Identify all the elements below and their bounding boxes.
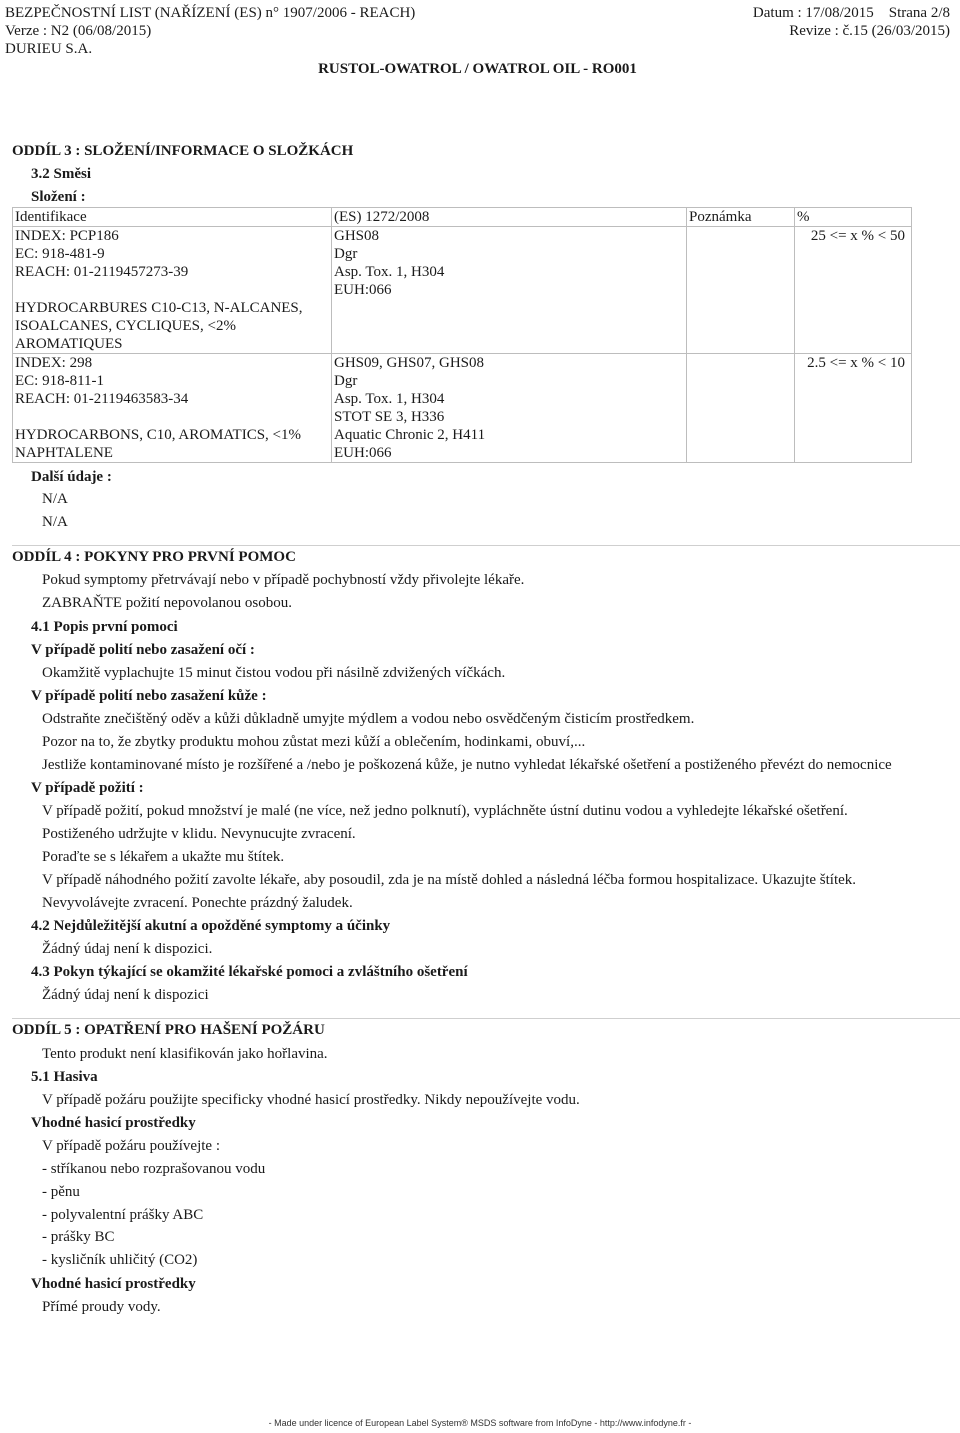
id-line: ISOALCANES, CYCLIQUES, <2% — [15, 318, 236, 334]
class-line: STOT SE 3, H336 — [334, 409, 445, 425]
suitable-media-text-2: Přímé proudy vody. — [42, 1299, 161, 1315]
class-line: Dgr — [334, 246, 358, 262]
eyes-label: V případě polití nebo zasažení očí : — [31, 642, 255, 658]
product-name: RUSTOL-OWATROL / OWATROL OIL - RO001 — [318, 61, 637, 77]
ingestion-text: V případě náhodného požití zavolte lékaře, aby posoudil, zda je na místě dohled a následná léčba formou hospitalizace. Ukazujte štítek. — [42, 872, 857, 888]
skin-text: Odstraňte znečištěný oděv a kůži důkladně umyjte mýdlem a vodou nebo osvědčeným čisticím prostředkem. — [42, 711, 695, 727]
section-5-title: ODDÍL 5 : OPATŘENÍ PRO HAŠENÍ POŽÁRU — [12, 1022, 325, 1038]
list-item: - stříkanou nebo rozprašovanou vodu — [42, 1161, 266, 1177]
id-line: AROMATIQUES — [15, 336, 123, 352]
id-spacer — [15, 281, 331, 299]
class-line: EUH:066 — [334, 282, 392, 298]
id-line: INDEX: PCP186 — [15, 228, 119, 244]
suitable-media-label-2: Vhodné hasicí prostředky — [31, 1276, 196, 1292]
section-4-intro: Pokud symptomy přetrvávají nebo v případě pochybností vždy přivolejte lékaře. — [42, 572, 525, 588]
company-name: DURIEU S.A. — [5, 41, 93, 57]
cell-identification — [13, 354, 332, 463]
subsection-5-1: 5.1 Hasiva — [31, 1069, 98, 1085]
id-line: HYDROCARBONS, C10, AROMATICS, <1% — [15, 427, 302, 443]
ingestion-text: Postiženého udržujte v klidu. Nevynucujte zvracení. — [42, 826, 356, 842]
table-header-row — [13, 208, 912, 227]
class-line: EUH:066 — [334, 445, 392, 461]
id-line: REACH: 01-2119463583-34 — [15, 391, 189, 407]
table-row — [13, 227, 912, 354]
subsection-4-3-text: Žádný údaj není k dispozici — [42, 987, 209, 1003]
composition-label: Složení : — [31, 189, 86, 205]
id-line: HYDROCARBURES C10-C13, N-ALCANES, — [15, 300, 303, 316]
other-info-value: N/A — [42, 491, 68, 507]
list-item: - polyvalentní prášky ABC — [42, 1207, 204, 1223]
cell-percent: 2.5 <= x % < 10 — [795, 354, 912, 463]
header-note: Poznámka — [687, 208, 795, 227]
cell-classification — [332, 227, 687, 354]
class-line: Asp. Tox. 1, H304 — [334, 264, 445, 280]
subsection-4-2: 4.2 Nejdůležitější akutní a opožděné symptomy a účinky — [31, 918, 391, 934]
id-line: REACH: 01-2119457273-39 — [15, 264, 189, 280]
id-line: EC: 918-481-9 — [15, 246, 105, 262]
section-5-intro: Tento produkt není klasifikován jako hořlavina. — [42, 1046, 328, 1062]
cell-percent: 25 <= x % < 50 — [795, 227, 912, 354]
ingestion-text: V případě požití, pokud množství je malé (ne více, než jedno polknutí), vypláchněte ústní dutinu vodou a vyhledejte lékařské ošetření. — [42, 803, 848, 819]
other-info-value: N/A — [42, 514, 68, 530]
cell-note — [687, 227, 795, 354]
id-line: NAPHTALENE — [15, 445, 113, 461]
subsection-4-3: 4.3 Pokyn týkající se okamžité lékařské pomoci a zvláštního ošetření — [31, 964, 468, 980]
skin-text: Pozor na to, že zbytky produktu mohou zůstat mezi kůží a oblečením, hodinkami, obuví,... — [42, 734, 586, 750]
eyes-text: Okamžitě vyplachujte 15 minut čistou vodou při násilně zdvižených víčkách. — [42, 665, 506, 681]
class-line: GHS08 — [334, 228, 380, 244]
section-3-title: ODDÍL 3 : SLOŽENÍ/INFORMACE O SLOŽKÁCH — [12, 143, 354, 159]
list-item: - prášky BC — [42, 1229, 115, 1245]
class-line: Aquatic Chronic 2, H411 — [334, 427, 486, 443]
document-date: Datum : 17/08/2015 — [752, 5, 874, 21]
other-info-label: Další údaje : — [31, 469, 112, 485]
section-4-title: ODDÍL 4 : POKYNY PRO PRVNÍ POMOC — [12, 549, 296, 565]
composition-table — [12, 207, 912, 463]
id-spacer — [15, 408, 331, 426]
cell-classification — [332, 354, 687, 463]
class-line: Dgr — [334, 373, 358, 389]
suitable-media-intro: V případě požáru používejte : — [42, 1138, 220, 1154]
list-item: - kysličník uhličitý (CO2) — [42, 1252, 198, 1268]
document-version: Verze : N2 (06/08/2015) — [5, 23, 152, 39]
document-revision: Revize : č.15 (26/03/2015) — [789, 23, 950, 39]
class-line: Asp. Tox. 1, H304 — [334, 391, 445, 407]
ingestion-label: V případě požití : — [31, 780, 144, 796]
list-item: - pěnu — [42, 1184, 80, 1200]
section-3-subtitle: 3.2 Směsi — [31, 166, 91, 182]
document-title: BEZPEČNOSTNÍ LIST (NAŘÍZENÍ (ES) n° 1907/2006 - REACH) — [5, 5, 416, 21]
ingestion-text: Nevyvolávejte zvracení. Ponechte prázdný žaludek. — [42, 895, 353, 911]
cell-identification — [13, 227, 332, 354]
page-number: Strana 2/8 — [888, 5, 950, 21]
date-page — [753, 4, 950, 22]
subsection-5-1-text: V případě požáru použijte specificky vhodné hasicí prostředky. Nikdy nepoužívejte vodu. — [42, 1092, 580, 1108]
suitable-media-label: Vhodné hasicí prostředky — [31, 1115, 196, 1131]
id-line: EC: 918-811-1 — [15, 373, 105, 389]
section-4-rule — [12, 545, 960, 546]
header-classification: (ES) 1272/2008 — [332, 208, 687, 227]
ingestion-text: Poraďte se s lékařem a ukažte mu štítek. — [42, 849, 285, 865]
cell-note — [687, 354, 795, 463]
subsection-4-1: 4.1 Popis první pomoci — [31, 619, 178, 635]
skin-label: V případě polití nebo zasažení kůže : — [31, 688, 267, 704]
class-line: GHS09, GHS07, GHS08 — [334, 355, 485, 371]
header-identification: Identifikace — [13, 208, 332, 227]
skin-text: Jestliže kontaminované místo je rozšířené a /nebo je poškozená kůže, je nutno vyhledat lékařské ošetření a postiženého převézt do nemocnice — [42, 757, 892, 773]
header-percent: % — [795, 208, 912, 227]
id-line: INDEX: 298 — [15, 355, 93, 371]
subsection-4-2-text: Žádný údaj není k dispozici. — [42, 941, 213, 957]
table-row — [13, 354, 912, 463]
footer-license: - Made under licence of European Label System® MSDS software from InfoDyne - http://www.infodyne.fr - — [268, 1418, 692, 1428]
section-4-intro: ZABRAŇTE požití nepovolanou osobou. — [42, 595, 292, 611]
section-5-rule — [12, 1018, 960, 1019]
